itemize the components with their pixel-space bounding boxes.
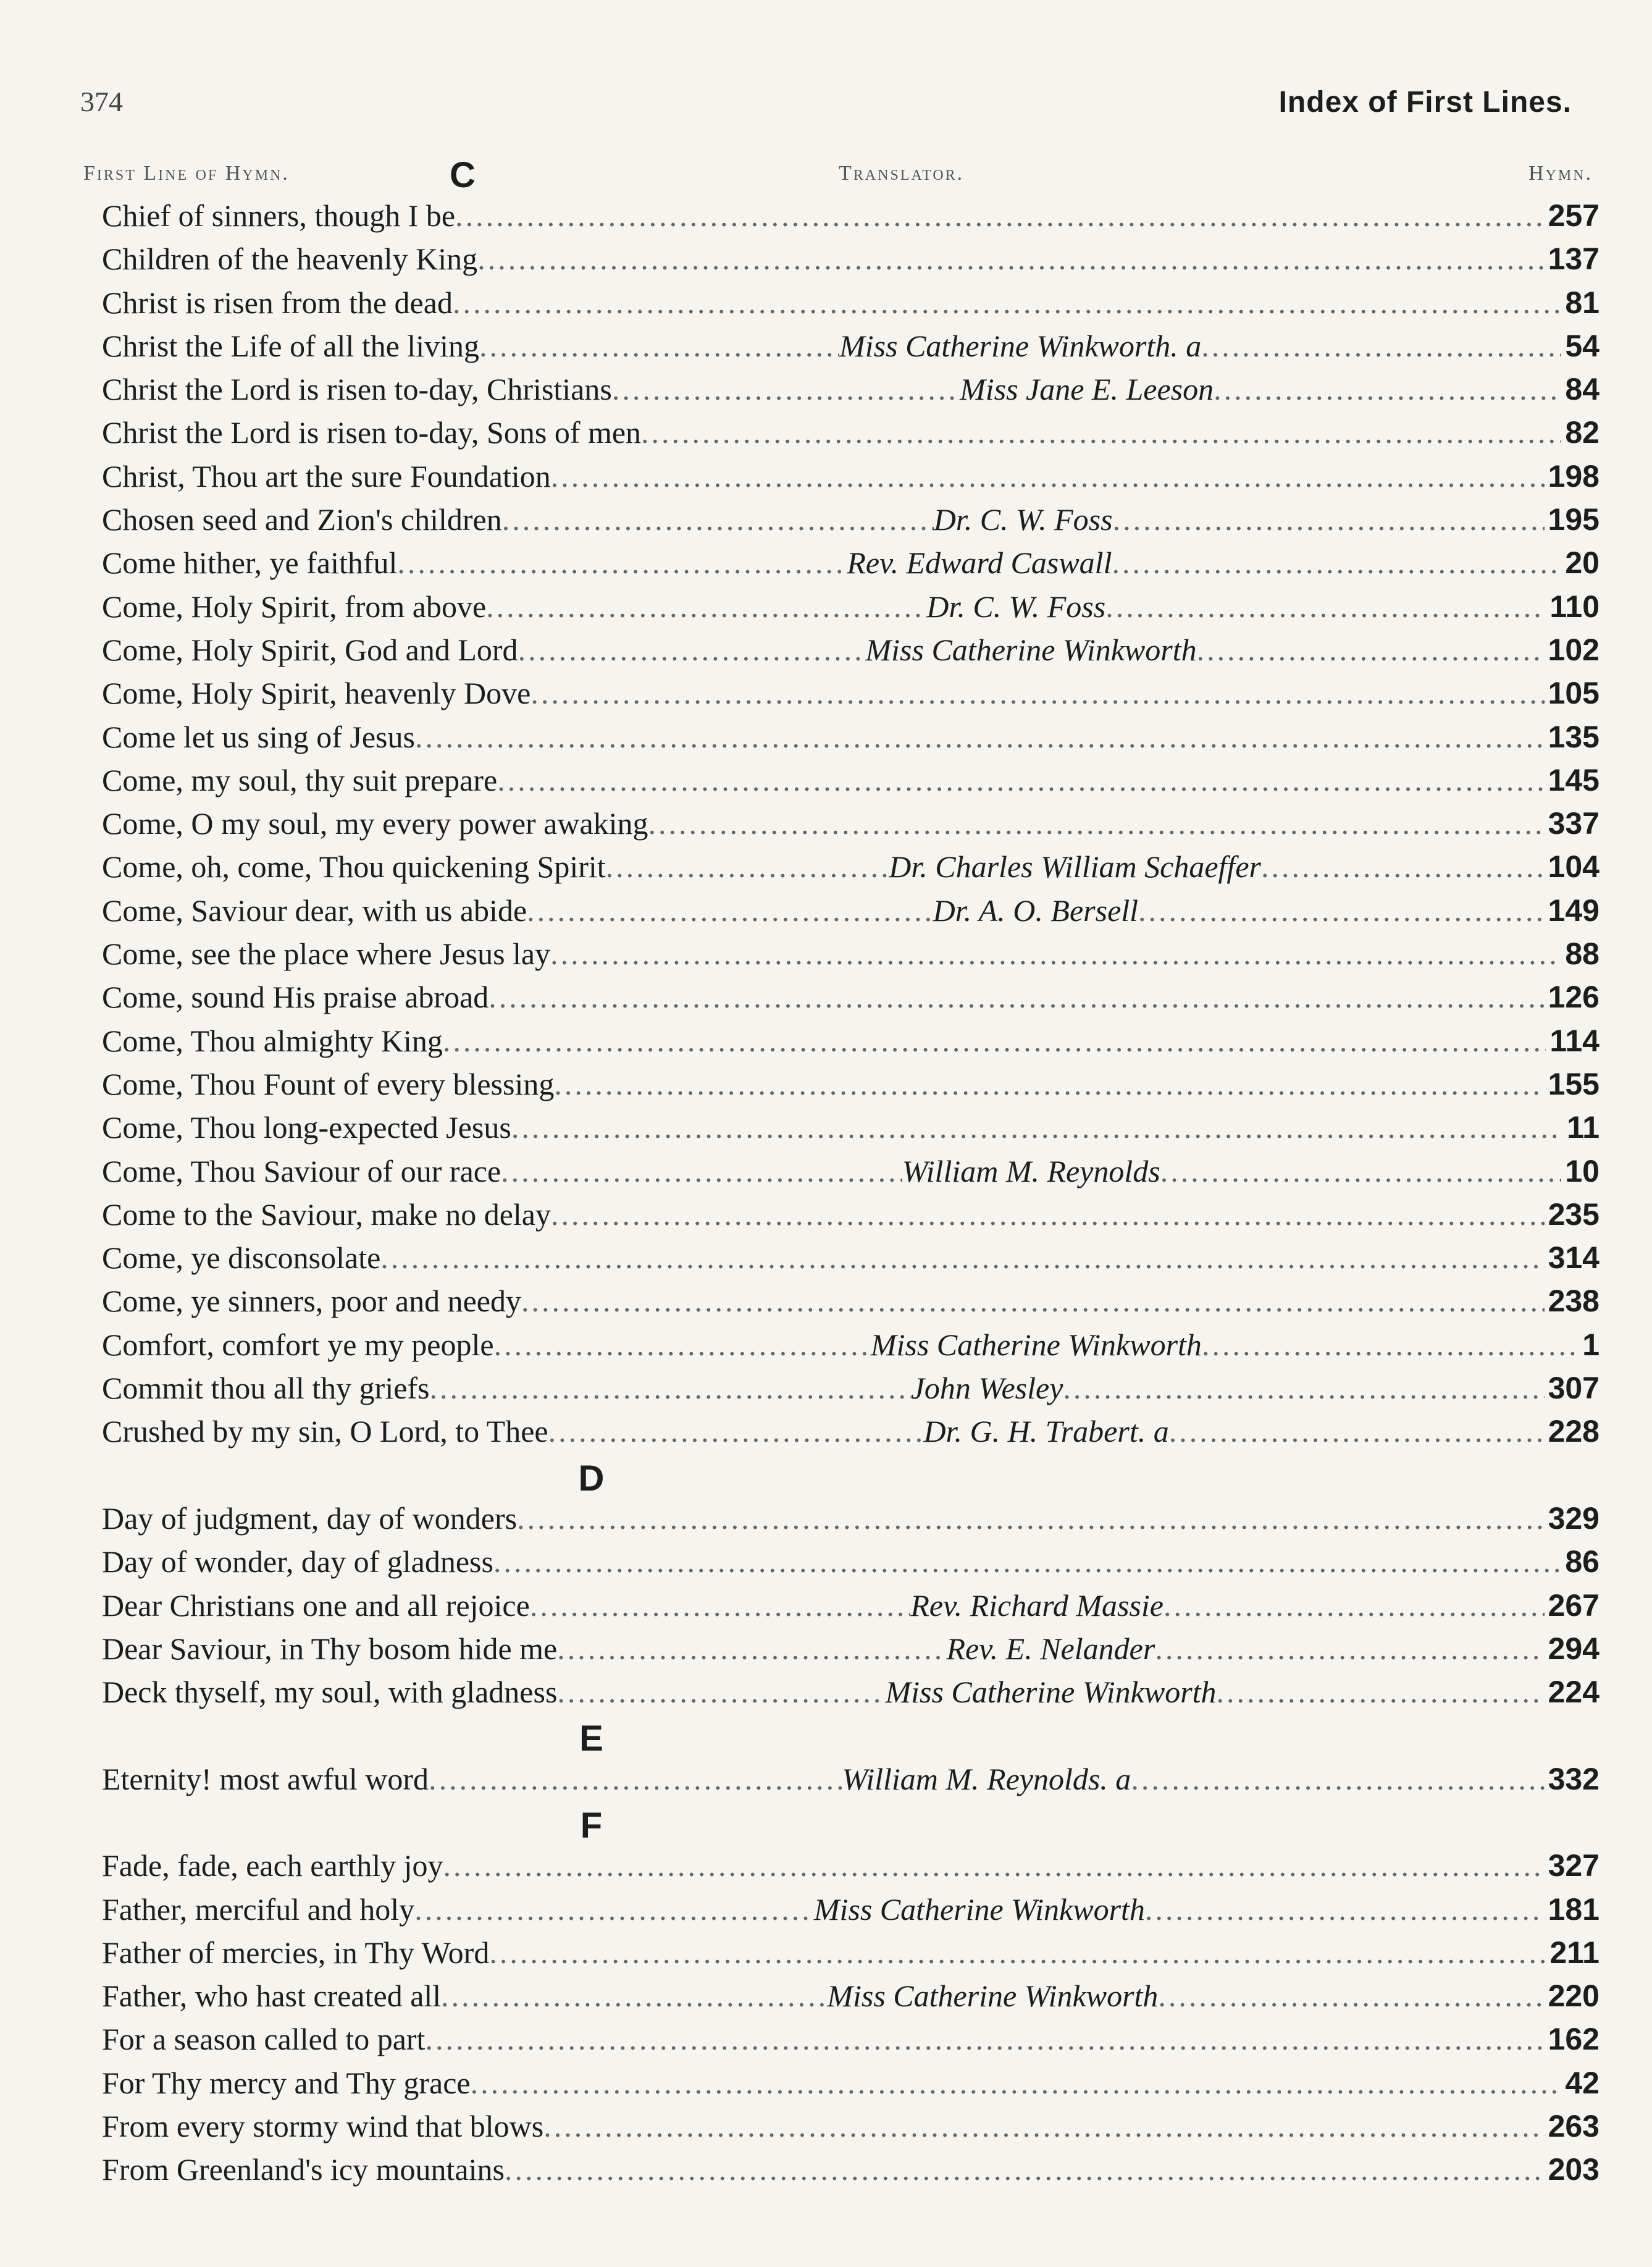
hymn-first-line: For a season called to part <box>102 2022 426 2057</box>
hymn-first-line: Come, sound His praise abroad <box>102 980 489 1015</box>
hymn-number: 110 <box>1549 589 1600 624</box>
hymn-number: 211 <box>1549 1935 1600 1970</box>
translator-name: Dr. Charles William Schaeffer <box>889 849 1261 885</box>
hymn-first-line: Come, Holy Spirit, heavenly Dove <box>102 676 531 711</box>
hymn-number: 181 <box>1548 1891 1600 1927</box>
translator-name: Miss Catherine Winkworth <box>813 1891 1145 1927</box>
dot-leader <box>488 979 1544 1015</box>
column-header-hymn: Hymn. <box>1528 162 1593 185</box>
dot-leader <box>471 2065 1562 2101</box>
dot-leader <box>1063 1370 1544 1406</box>
hymn-number: 126 <box>1548 980 1600 1015</box>
translator-name: John Wesley <box>910 1371 1063 1406</box>
hymn-number: 42 <box>1565 2065 1600 2100</box>
translator-name: William M. Reynolds. a <box>842 1761 1131 1796</box>
index-row <box>102 1544 1600 1587</box>
dot-leader <box>648 805 1545 841</box>
hymn-number: 257 <box>1548 198 1600 233</box>
dot-leader <box>1145 1891 1545 1927</box>
dot-leader <box>530 675 1544 711</box>
dot-leader <box>641 414 1561 450</box>
hymn-number: 307 <box>1548 1371 1600 1406</box>
hymn-first-line: Commit thou all thy griefs <box>102 1371 430 1406</box>
index-row <box>102 502 1600 545</box>
dot-leader <box>550 936 1561 972</box>
hymn-first-line: Come, Thou long-expected Jesus <box>102 1110 511 1145</box>
index-row <box>102 2108 1600 2151</box>
hymn-first-line: Fade, fade, each earthly joy <box>102 1848 443 1883</box>
dot-leader <box>1202 1327 1579 1363</box>
hymn-first-line: Come let us sing of Jesus <box>102 719 415 754</box>
translator-name: Rev. Edward Caswall <box>847 545 1112 581</box>
dot-leader <box>511 1109 1563 1145</box>
dot-leader <box>557 1674 885 1710</box>
dot-leader <box>548 1413 924 1449</box>
dot-leader <box>501 1153 902 1189</box>
hymn-number: 294 <box>1548 1631 1600 1666</box>
hymn-first-line: Deck thyself, my soul, with gladness <box>102 1675 558 1710</box>
hymn-number: 337 <box>1548 806 1600 841</box>
hymn-first-line: Come, Saviour dear, with us abide <box>102 893 527 928</box>
dot-leader <box>1261 849 1545 885</box>
hymn-number: 314 <box>1548 1240 1600 1276</box>
index-row <box>102 1327 1600 1370</box>
dot-leader <box>1158 1978 1544 2014</box>
index-row <box>102 1197 1600 1240</box>
hymn-first-line: Christ the Lord is risen to-day, Christians <box>102 372 612 407</box>
hymn-number: 267 <box>1548 1588 1600 1623</box>
translator-name: Rev. E. Nelander <box>946 1631 1155 1666</box>
hymn-number: 84 <box>1565 372 1600 407</box>
dot-leader <box>1112 545 1561 581</box>
index-row <box>102 1066 1600 1109</box>
hymn-first-line: Christ is risen from the dead <box>102 285 453 320</box>
index-row <box>102 1023 1600 1066</box>
index-row <box>102 1109 1600 1153</box>
index-row <box>102 675 1600 718</box>
hymn-number: 20 <box>1565 545 1600 581</box>
dot-leader <box>1131 1761 1544 1797</box>
hymn-first-line: Come to the Saviour, make no delay <box>102 1197 551 1232</box>
running-title: Index of First Lines. <box>1278 86 1572 119</box>
index-row <box>102 1848 1600 1891</box>
hymn-first-line: From every stormy wind that blows <box>102 2109 544 2144</box>
index-row <box>102 589 1600 632</box>
hymn-first-line: Chief of sinners, though I be <box>102 198 456 233</box>
hymn-first-line: Come, Thou Saviour of our race <box>102 1153 501 1188</box>
index-entries <box>102 198 1600 2195</box>
hymn-first-line: From Greenland's icy mountains <box>102 2152 505 2187</box>
index-row <box>102 458 1600 502</box>
dot-leader <box>455 198 1544 233</box>
hymn-number: 327 <box>1548 1848 1600 1883</box>
index-row <box>102 632 1600 675</box>
dot-leader <box>1155 1631 1544 1667</box>
dot-leader <box>606 849 889 885</box>
dot-leader <box>502 502 934 537</box>
hymn-number: 105 <box>1548 676 1600 711</box>
hymn-first-line: Christ the Life of all the living <box>102 328 479 363</box>
index-row <box>102 1631 1600 1674</box>
section-letter-c: C <box>450 155 476 195</box>
index-row <box>102 328 1600 371</box>
dot-leader <box>441 1978 827 2014</box>
index-row <box>102 1891 1600 1935</box>
hymn-number: 102 <box>1548 632 1600 667</box>
index-row <box>102 1240 1600 1283</box>
translator-name: Miss Catherine Winkworth <box>827 1979 1159 2014</box>
dot-leader <box>551 1197 1545 1232</box>
index-row <box>102 1978 1600 2021</box>
dot-leader <box>397 545 847 581</box>
hymn-first-line: Christ, Thou art the sure Foundation <box>102 458 551 494</box>
translator-name: Dr. A. O. Bersell <box>933 893 1139 928</box>
hymn-first-line: Day of judgment, day of wonders <box>102 1500 518 1536</box>
dot-leader <box>497 762 1544 798</box>
hymn-number: 238 <box>1548 1284 1600 1319</box>
dot-leader <box>557 1631 946 1667</box>
dot-leader <box>380 1240 1544 1276</box>
index-row <box>102 936 1600 979</box>
index-row <box>102 2065 1600 2108</box>
dot-leader <box>479 328 839 364</box>
hymn-number: 332 <box>1548 1761 1600 1796</box>
translator-name: Miss Catherine Winkworth <box>885 1675 1217 1710</box>
translator-name: Dr. C. W. Foss <box>926 589 1106 624</box>
dot-leader <box>1197 632 1545 668</box>
dot-leader <box>1217 1674 1545 1710</box>
dot-leader <box>543 2108 1544 2144</box>
index-row <box>102 1283 1600 1326</box>
hymn-first-line: Come hither, ye faithful <box>102 545 398 581</box>
index-row <box>102 414 1600 458</box>
index-row <box>102 545 1600 588</box>
hymn-number: 1 <box>1582 1327 1600 1362</box>
hymn-number: 114 <box>1549 1023 1600 1058</box>
hymn-number: 228 <box>1548 1414 1600 1449</box>
hymn-first-line: Dear Christians one and all rejoice <box>102 1588 530 1623</box>
dot-leader <box>1164 1588 1545 1623</box>
hymn-first-line: Come, ye disconsolate <box>102 1240 381 1276</box>
index-row <box>102 1500 1600 1544</box>
hymn-number: 88 <box>1565 936 1600 972</box>
hymn-first-line: Come, O my soul, my every power awaking <box>102 806 648 841</box>
index-row <box>102 762 1600 805</box>
translator-name: Dr. C. W. Foss <box>933 502 1113 537</box>
dot-leader <box>521 1283 1545 1319</box>
dot-leader <box>518 632 866 668</box>
dot-leader <box>414 1891 814 1927</box>
dot-leader <box>517 1500 1544 1536</box>
hymn-number: 149 <box>1548 893 1600 928</box>
dot-leader <box>430 1370 911 1406</box>
dot-leader <box>415 719 1545 755</box>
hymn-first-line: Father of mercies, in Thy Word <box>102 1935 490 1970</box>
dot-leader <box>443 1848 1545 1883</box>
dot-leader <box>489 1935 1546 1970</box>
hymn-number: 104 <box>1548 849 1600 885</box>
index-row <box>102 893 1600 936</box>
hymn-number: 137 <box>1548 242 1600 277</box>
index-row <box>102 285 1600 328</box>
hymn-first-line: Children of the heavenly King <box>102 242 478 277</box>
index-row <box>102 198 1600 241</box>
hymn-number: 145 <box>1548 762 1600 797</box>
dot-leader <box>1113 502 1545 537</box>
hymn-first-line: Come, Holy Spirit, from above <box>102 589 487 624</box>
dot-leader <box>425 2021 1544 2057</box>
dot-leader <box>527 893 933 928</box>
index-row <box>102 1761 1600 1804</box>
hymn-number: 235 <box>1548 1197 1600 1232</box>
hymn-first-line: Come, see the place where Jesus lay <box>102 936 551 972</box>
index-row <box>102 979 1600 1022</box>
dot-leader <box>551 458 1545 494</box>
index-row <box>102 719 1600 762</box>
hymn-first-line: For Thy mercy and Thy grace <box>102 2065 471 2100</box>
hymn-first-line: Comfort, comfort ye my people <box>102 1327 494 1362</box>
index-row <box>102 1413 1600 1457</box>
hymn-first-line: Father, who hast created all <box>102 1979 442 2014</box>
index-row <box>102 1588 1600 1631</box>
hymn-number: 81 <box>1565 285 1600 320</box>
hymn-number: 11 <box>1567 1110 1600 1145</box>
dot-leader <box>494 1327 871 1363</box>
column-header-translator: Translator. <box>839 162 965 185</box>
translator-name: Miss Jane E. Leeson <box>960 372 1214 407</box>
dot-leader <box>612 371 960 407</box>
translator-name: Dr. G. H. Trabert. a <box>923 1414 1169 1449</box>
index-row <box>102 371 1600 414</box>
dot-leader <box>1105 589 1546 625</box>
page-header <box>80 85 1572 122</box>
index-row <box>102 2151 1600 2195</box>
dot-leader <box>554 1066 1544 1102</box>
section-letter: D <box>578 1458 605 1499</box>
section-letter: E <box>579 1718 603 1759</box>
translator-name: Rev. Richard Massie <box>910 1588 1164 1623</box>
hymn-number: 10 <box>1565 1153 1600 1188</box>
hymn-number: 263 <box>1548 2109 1600 2144</box>
dot-leader <box>493 1544 1561 1579</box>
index-row <box>102 849 1600 892</box>
dot-leader <box>505 2151 1545 2187</box>
hymn-number: 162 <box>1548 2022 1600 2057</box>
section-letter: F <box>580 1805 603 1846</box>
hymn-first-line: Christ the Lord is risen to-day, Sons of men <box>102 415 642 450</box>
hymn-first-line: Dear Saviour, in Thy bosom hide me <box>102 1631 558 1666</box>
dot-leader <box>530 1588 911 1623</box>
hymn-number: 329 <box>1548 1500 1600 1536</box>
translator-name: William M. Reynolds <box>902 1153 1160 1188</box>
hymn-number: 86 <box>1565 1544 1600 1579</box>
hymn-number: 195 <box>1548 502 1600 537</box>
dot-leader <box>1160 1153 1562 1189</box>
hymn-first-line: Chosen seed and Zion's children <box>102 502 502 537</box>
hymn-number: 135 <box>1548 719 1600 754</box>
dot-leader <box>477 241 1544 277</box>
dot-leader <box>1169 1413 1545 1449</box>
hymn-first-line: Come, Thou Fount of every blessing <box>102 1066 555 1101</box>
hymn-first-line: Come, ye sinners, poor and needy <box>102 1284 522 1319</box>
translator-name: Miss Catherine Winkworth <box>865 632 1197 667</box>
dot-leader <box>486 589 926 625</box>
hymn-first-line: Father, merciful and holy <box>102 1891 415 1927</box>
hymn-first-line: Eternity! most awful word <box>102 1761 429 1796</box>
hymn-number: 155 <box>1548 1066 1600 1101</box>
dot-leader <box>443 1023 1546 1059</box>
index-row <box>102 1935 1600 1978</box>
hymn-number: 203 <box>1548 2152 1600 2187</box>
hymn-first-line: Come, Thou almighty King <box>102 1023 443 1058</box>
dot-leader <box>429 1761 842 1797</box>
dot-leader <box>1201 328 1561 364</box>
hymn-first-line: Day of wonder, day of gladness <box>102 1544 493 1579</box>
hymn-number: 220 <box>1548 1979 1600 2014</box>
hymn-first-line: Come, oh, come, Thou quickening Spirit <box>102 849 606 885</box>
dot-leader <box>1214 371 1561 407</box>
hymn-number: 224 <box>1548 1675 1600 1710</box>
index-row <box>102 1370 1600 1413</box>
index-row <box>102 1674 1600 1717</box>
hymn-number: 198 <box>1548 458 1600 494</box>
hymn-first-line: Crushed by my sin, O Lord, to Thee <box>102 1414 548 1449</box>
index-row <box>102 1153 1600 1197</box>
hymn-number: 54 <box>1565 328 1600 363</box>
page-number: 374 <box>80 86 123 117</box>
translator-name: Miss Catherine Winkworth <box>870 1327 1202 1362</box>
index-row <box>102 805 1600 849</box>
column-header-first-line: First Line of Hymn. <box>83 162 290 185</box>
hymn-first-line: Come, Holy Spirit, God and Lord <box>102 632 518 667</box>
index-row <box>102 2021 1600 2064</box>
hymn-first-line: Come, my soul, thy suit prepare <box>102 762 498 797</box>
hymn-number: 82 <box>1565 415 1600 450</box>
dot-leader <box>1138 893 1545 928</box>
dot-leader <box>453 285 1561 321</box>
index-row <box>102 241 1600 284</box>
translator-name: Miss Catherine Winkworth. a <box>839 328 1202 363</box>
